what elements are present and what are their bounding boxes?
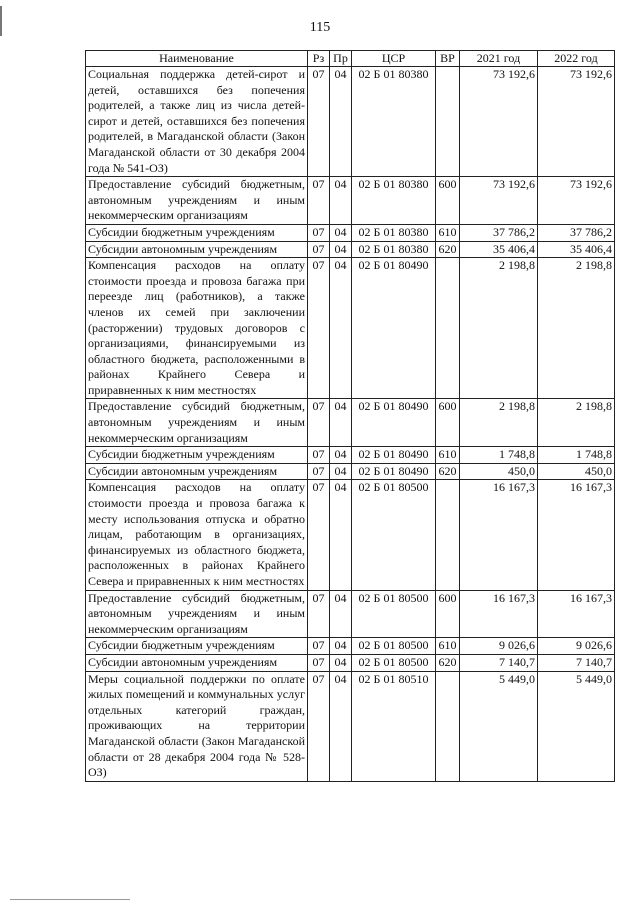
cell-2021: 2 198,8 <box>460 399 538 447</box>
cell-pr: 04 <box>330 447 352 464</box>
cell-pr: 04 <box>330 463 352 480</box>
cell-name: Субсидии автономным учреждениям <box>86 241 308 258</box>
header-row <box>86 51 615 67</box>
cell-2021: 9 026,6 <box>460 638 538 655</box>
page-number: 115 <box>309 20 331 35</box>
table-row <box>86 463 615 480</box>
table-row <box>86 638 615 655</box>
table-row <box>86 671 615 781</box>
cell-name: Субсидии бюджетным учреждениям <box>86 224 308 241</box>
cell-pr: 04 <box>330 671 352 781</box>
cell-csr: 02 Б 01 80380 <box>352 241 436 258</box>
cell-2021: 73 192,6 <box>460 67 538 177</box>
cell-vr: 610 <box>436 447 460 464</box>
cell-csr: 02 Б 01 80380 <box>352 177 436 225</box>
cell-vr <box>436 480 460 590</box>
cell-vr <box>436 67 460 177</box>
cell-rz: 07 <box>308 177 330 225</box>
cell-2022: 73 192,6 <box>538 67 615 177</box>
cell-2022: 73 192,6 <box>538 177 615 225</box>
cell-rz: 07 <box>308 67 330 177</box>
cell-2021: 35 406,4 <box>460 241 538 258</box>
table-row <box>86 480 615 590</box>
cell-vr <box>436 671 460 781</box>
cell-rz: 07 <box>308 224 330 241</box>
cell-csr: 02 Б 01 80490 <box>352 463 436 480</box>
cell-pr: 04 <box>330 258 352 399</box>
cell-2022: 9 026,6 <box>538 638 615 655</box>
table-row <box>86 258 615 399</box>
cell-vr: 610 <box>436 224 460 241</box>
cell-name: Компенсация расходов на оплату стоимости проезда и провоза багажа к месту использования отпуска и обратно лицам, работающим в организациях, финансируемых из областного бюджета, расположенных в районах Крайнего Севера и приравненных к ним местностях <box>86 480 308 590</box>
cell-2022: 16 167,3 <box>538 480 615 590</box>
cell-name: Субсидии бюджетным учреждениям <box>86 447 308 464</box>
cell-pr: 04 <box>330 590 352 638</box>
cell-2022: 35 406,4 <box>538 241 615 258</box>
budget-table <box>85 50 615 782</box>
cell-2022: 2 198,8 <box>538 399 615 447</box>
scan-edge-mark <box>0 6 2 36</box>
footnote-line <box>10 899 130 900</box>
cell-csr: 02 Б 01 80490 <box>352 447 436 464</box>
cell-rz: 07 <box>308 638 330 655</box>
cell-csr: 02 Б 01 80380 <box>352 224 436 241</box>
cell-csr: 02 Б 01 80500 <box>352 638 436 655</box>
cell-2022: 2 198,8 <box>538 258 615 399</box>
cell-pr: 04 <box>330 399 352 447</box>
cell-csr: 02 Б 01 80500 <box>352 480 436 590</box>
cell-csr: 02 Б 01 80380 <box>352 67 436 177</box>
table-row <box>86 224 615 241</box>
cell-csr: 02 Б 01 80490 <box>352 399 436 447</box>
header-rz: Рз <box>308 51 330 67</box>
table-row <box>86 241 615 258</box>
cell-name: Субсидии автономным учреждениям <box>86 463 308 480</box>
table-row <box>86 590 615 638</box>
cell-rz: 07 <box>308 447 330 464</box>
cell-2022: 5 449,0 <box>538 671 615 781</box>
cell-rz: 07 <box>308 258 330 399</box>
cell-name: Предоставление субсидий бюджетным, автономным учреждениям и иным некоммерческим организациям <box>86 590 308 638</box>
cell-pr: 04 <box>330 224 352 241</box>
cell-vr: 620 <box>436 463 460 480</box>
cell-name: Субсидии бюджетным учреждениям <box>86 638 308 655</box>
cell-csr: 02 Б 01 80510 <box>352 671 436 781</box>
cell-2021: 37 786,2 <box>460 224 538 241</box>
header-csr: ЦСР <box>352 51 436 67</box>
cell-rz: 07 <box>308 463 330 480</box>
cell-2021: 16 167,3 <box>460 480 538 590</box>
cell-2021: 16 167,3 <box>460 590 538 638</box>
cell-name: Предоставление субсидий бюджетным, автономным учреждениям и иным некоммерческим организациям <box>86 177 308 225</box>
cell-csr: 02 Б 01 80490 <box>352 258 436 399</box>
cell-pr: 04 <box>330 638 352 655</box>
header-vr: ВР <box>436 51 460 67</box>
table-body <box>86 67 615 782</box>
cell-2021: 7 140,7 <box>460 654 538 671</box>
cell-2022: 1 748,8 <box>538 447 615 464</box>
cell-name: Социальная поддержка детей-сирот и детей, оставшихся без попечения родителей, а также лиц из числа детей-сирот и детей, оставшихся без попечения родителей, в Магаданской области (Закон Магаданской области от 30 декабря 2004 года № 541-ОЗ) <box>86 67 308 177</box>
cell-pr: 04 <box>330 67 352 177</box>
cell-2022: 450,0 <box>538 463 615 480</box>
cell-pr: 04 <box>330 654 352 671</box>
cell-name: Субсидии автономным учреждениям <box>86 654 308 671</box>
cell-csr: 02 Б 01 80500 <box>352 590 436 638</box>
cell-name: Компенсация расходов на оплату стоимости проезда и провоза багажа при переезде лиц (работников), а также членов их семей при заключении (расторжении) трудовых договоров с организациями, финансируемыми из областного бюджета, расположенными в районах Крайнего Севера и приравненных к ним местностях <box>86 258 308 399</box>
cell-vr: 620 <box>436 654 460 671</box>
table-row <box>86 67 615 177</box>
cell-2021: 1 748,8 <box>460 447 538 464</box>
table-row <box>86 177 615 225</box>
cell-pr: 04 <box>330 480 352 590</box>
cell-name: Предоставление субсидий бюджетным, автономным учреждениям и иным некоммерческим организациям <box>86 399 308 447</box>
cell-vr: 610 <box>436 638 460 655</box>
cell-2022: 16 167,3 <box>538 590 615 638</box>
cell-vr: 600 <box>436 177 460 225</box>
table-row <box>86 399 615 447</box>
header-pr: Пр <box>330 51 352 67</box>
cell-2021: 73 192,6 <box>460 177 538 225</box>
cell-vr: 620 <box>436 241 460 258</box>
table-row <box>86 447 615 464</box>
header-2021: 2021 год <box>460 51 538 67</box>
cell-vr: 600 <box>436 590 460 638</box>
header-2022: 2022 год <box>538 51 615 67</box>
cell-rz: 07 <box>308 399 330 447</box>
header-name: Наименование <box>86 51 308 67</box>
cell-2021: 2 198,8 <box>460 258 538 399</box>
table-row <box>86 654 615 671</box>
cell-csr: 02 Б 01 80500 <box>352 654 436 671</box>
cell-2021: 450,0 <box>460 463 538 480</box>
cell-rz: 07 <box>308 654 330 671</box>
cell-2021: 5 449,0 <box>460 671 538 781</box>
cell-rz: 07 <box>308 671 330 781</box>
cell-rz: 07 <box>308 480 330 590</box>
cell-rz: 07 <box>308 241 330 258</box>
cell-name: Меры социальной поддержки по оплате жилых помещений и коммунальных услуг отдельных категорий граждан, проживающих на территории Магаданской области (Закон Магаданской области от 28 декабря 2004 года № 528-ОЗ) <box>86 671 308 781</box>
cell-vr: 600 <box>436 399 460 447</box>
cell-pr: 04 <box>330 241 352 258</box>
cell-rz: 07 <box>308 590 330 638</box>
cell-2022: 37 786,2 <box>538 224 615 241</box>
cell-pr: 04 <box>330 177 352 225</box>
cell-2022: 7 140,7 <box>538 654 615 671</box>
cell-vr <box>436 258 460 399</box>
